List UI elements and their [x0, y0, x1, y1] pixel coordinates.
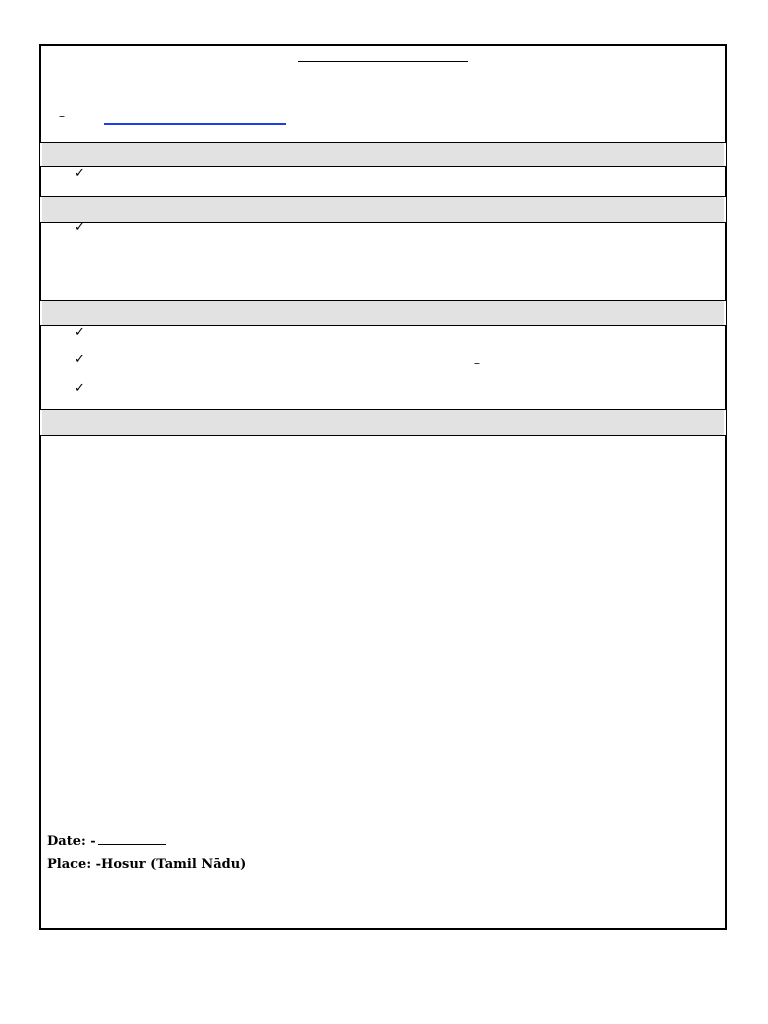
section-header-4 — [40, 409, 726, 436]
place-line — [47, 857, 246, 873]
check-icon: ✓ — [74, 166, 85, 181]
date-blank — [98, 843, 166, 845]
date-label: Date: - — [47, 834, 96, 849]
resume-frame — [39, 44, 727, 930]
place-label: Place: -Hosur (Tamil Nādu) — [47, 857, 247, 872]
check-icon: ✓ — [74, 352, 85, 367]
date-line — [47, 834, 166, 850]
email-link-underline[interactable] — [104, 123, 286, 125]
check-icon: ✓ — [74, 381, 85, 396]
header-dash: – — [59, 109, 65, 123]
section-header-3 — [40, 300, 726, 326]
section-header-1 — [40, 142, 726, 167]
check-icon: ✓ — [74, 325, 85, 340]
inline-dash: – — [474, 356, 480, 370]
check-icon: ✓ — [74, 220, 85, 235]
title-underline — [298, 61, 468, 62]
section-header-2 — [40, 196, 726, 223]
